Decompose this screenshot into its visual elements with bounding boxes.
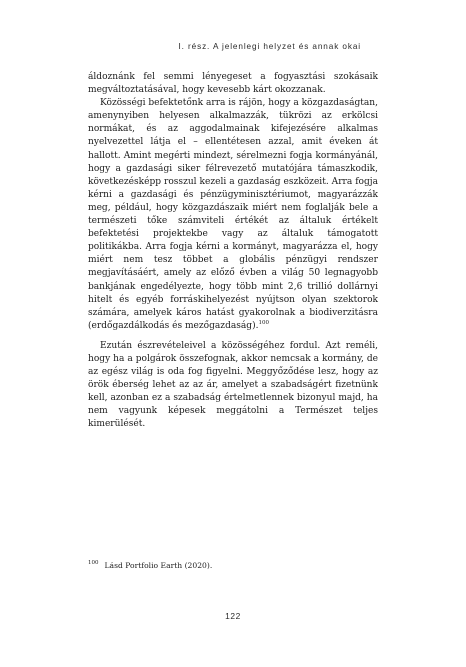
footnote-number: 100 (88, 560, 99, 567)
footnote-text: Lásd Portfolio Earth (2020). (104, 561, 213, 570)
running-header-title: I. rész. A jelenlegi helyzet és annak okai (178, 42, 361, 51)
paragraph (88, 97, 378, 333)
page-number: 122 (225, 611, 241, 621)
footnote-reference[interactable]: 100 (258, 319, 269, 326)
running-header (178, 42, 361, 51)
footnote (88, 561, 378, 571)
main-text (88, 71, 378, 432)
paragraph-continued: áldoznánk fel semmi lényegeset a fogyasztási szokásaik megváltoztatásával, hogy kevesebb kárt okozzanak. (88, 72, 378, 96)
paragraph-text: Közösségi befektetőnk arra is rájön, hogy a közgazdaságtan, amenynyiben helyesen alkalmazzák, tükrözi az erkölcsi normákat, és az aggodalmainak kifejezésére alkalmas nyelvezettel látja el – ellentétesen azzal, amit éveken át hallott. Amint megérti mindezt, sérelmezni fogja kormányánál, hogy a gazdasági siker félrevezető mutatójára támaszkodik, következésképp rosszul kezeli a gazdaság eszközeit. Arra fogja kérni a gazdasági és pénzügyminisztériumot, magyarázzák meg, például, hogy közgazdászaik miért nem foglalják bele a természeti tőke számviteli értékét az általuk értékelt befektetési projektekbe vagy az általuk támogatott politikákba. Arra fogja kérni a kormányt, magyarázza el, hogy miért nem tesz többet a globális pénzügyi rendszer megjavításáért, amely az előző évben a világ 50 legnagyobb bankjának engedélyezte, hogy több mint 2,6 trillió dollárnyi hitelt és egyéb forráskihelyezést nyújtson olyan szektorok számára, amelyek káros hatást gyakorolnak a biodiverzitásra (erdőgazdálkodás és mezőgazdaság). (88, 98, 378, 331)
paragraph: Ezután észrevételeivel a közösségéhez fordul. Azt reméli, hogy ha a polgárok összefognak, akkor nemcsak a kormány, de az egész világ is oda fog figyelni. Meggyőződése lesz, hogy az örök éberség lehet az az ár, amelyet a szabadságért fizetnünk kell, azonban ez a szabadság értelmetlennek bizonyul majd, ha nem vagyunk képesek meggátolni a Természet teljes kimerülését. (88, 340, 378, 430)
